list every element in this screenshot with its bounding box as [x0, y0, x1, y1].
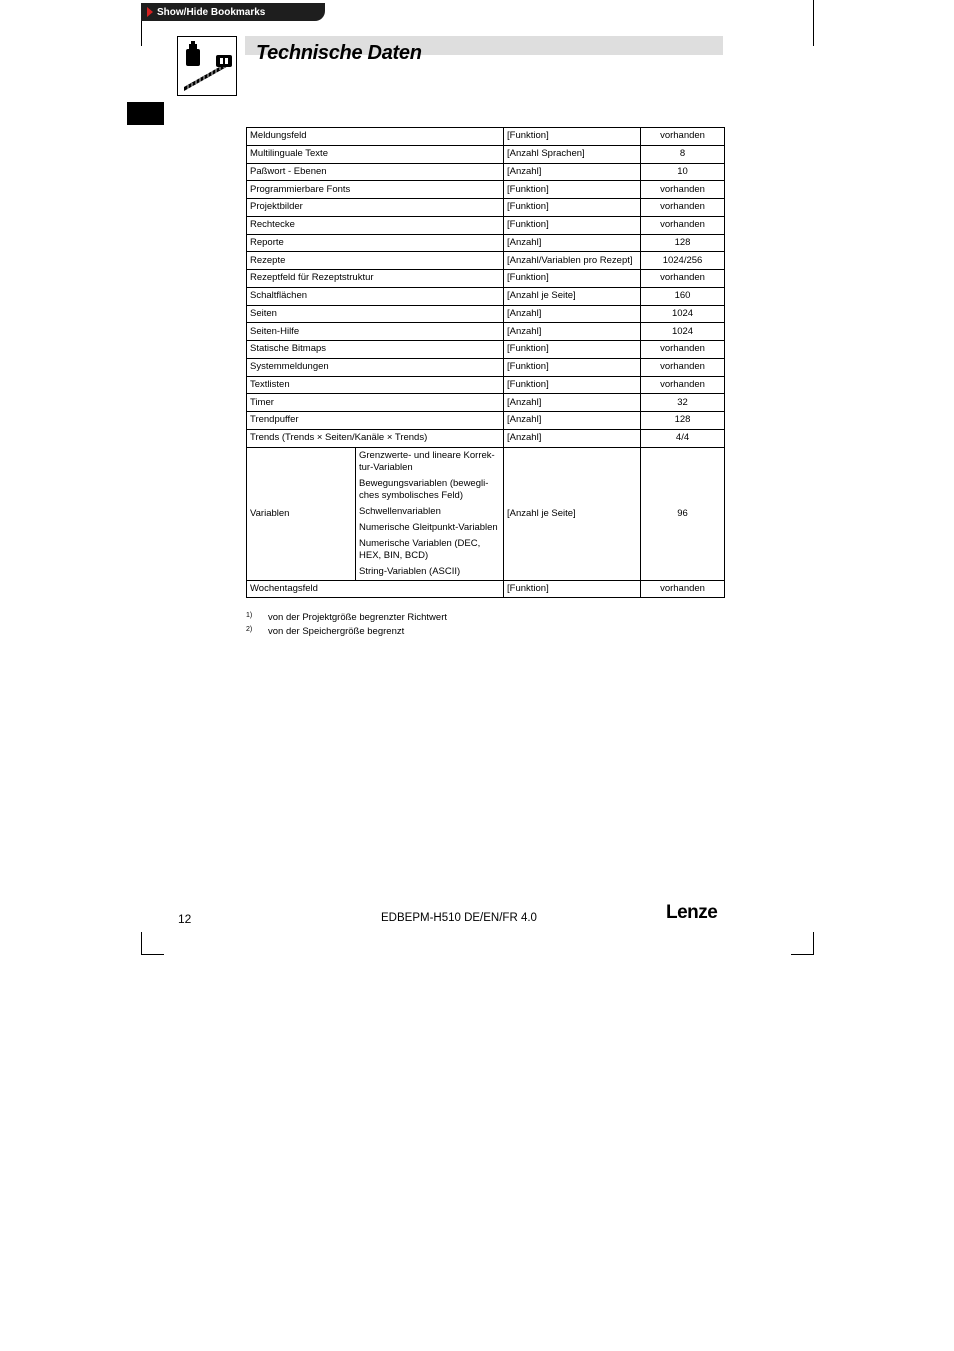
value-cell: vorhanden — [641, 181, 725, 199]
unit-cell: [Anzahl je Seite] — [504, 447, 641, 580]
feature-cell: Wochentagsfeld — [247, 580, 504, 598]
value-cell: 128 — [641, 234, 725, 252]
feature-cell: Variablen — [247, 447, 356, 580]
scale-weights-icon — [177, 36, 237, 96]
footnote-text: von der Projektgröße begrenzter Richtwert — [268, 612, 447, 623]
value-cell: 1024/256 — [641, 252, 725, 270]
feature-cell: Programmierbare Fonts — [247, 181, 504, 199]
value-cell: 1024 — [641, 323, 725, 341]
unit-cell: [Anzahl/Variablen pro Rezept] — [504, 252, 641, 270]
value-cell: vorhanden — [641, 216, 725, 234]
feature-cell: Statische Bitmaps — [247, 341, 504, 359]
table-row — [247, 429, 725, 447]
unit-cell: [Funktion] — [504, 199, 641, 217]
feature-cell: Paßwort - Ebenen — [247, 163, 504, 181]
unit-cell: [Anzahl] — [504, 394, 641, 412]
crop-mark — [141, 954, 164, 955]
unit-cell: [Anzahl] — [504, 234, 641, 252]
table-row — [247, 181, 725, 199]
footnote-mark: 2) — [246, 626, 253, 633]
unit-cell: [Anzahl] — [504, 429, 641, 447]
crop-mark — [791, 954, 814, 955]
unit-cell: [Funktion] — [504, 580, 641, 598]
value-cell: vorhanden — [641, 199, 725, 217]
value-cell: vorhanden — [641, 270, 725, 288]
unit-cell: [Funktion] — [504, 270, 641, 288]
feature-cell: Trends (Trends × Seiten/Kanäle × Trends) — [247, 429, 504, 447]
value-cell: 128 — [641, 412, 725, 430]
footnote-text: von der Speichergröße begrenzt — [268, 626, 405, 637]
table-row — [247, 305, 725, 323]
technical-data-table — [246, 127, 725, 598]
feature-cell: Systemmeldungen — [247, 358, 504, 376]
value-cell: vorhanden — [641, 358, 725, 376]
footnotes — [246, 611, 447, 639]
variable-type: Schwellenvariablen — [359, 505, 441, 517]
table-row — [247, 128, 725, 146]
value-cell: vorhanden — [641, 128, 725, 146]
table-row — [247, 145, 725, 163]
table-row — [247, 163, 725, 181]
table-row — [247, 252, 725, 270]
unit-cell: [Funktion] — [504, 181, 641, 199]
feature-cell: Rezeptfeld für Rezeptstruktur — [247, 270, 504, 288]
unit-cell: [Funktion] — [504, 358, 641, 376]
crop-mark — [813, 0, 814, 46]
unit-cell: [Funktion] — [504, 216, 641, 234]
unit-cell: [Anzahl Sprachen] — [504, 145, 641, 163]
variable-type: Numerische Variablen (DEC, HEX, BIN, BCD) — [359, 537, 481, 561]
value-cell: 10 — [641, 163, 725, 181]
crop-mark — [141, 21, 142, 46]
unit-cell: [Funktion] — [504, 376, 641, 394]
triangle-right-icon — [147, 7, 153, 17]
unit-cell: [Funktion] — [504, 341, 641, 359]
feature-cell: Seiten — [247, 305, 504, 323]
feature-cell: Multilinguale Texte — [247, 145, 504, 163]
table-row-variables — [247, 447, 725, 580]
feature-cell: Schaltflächen — [247, 287, 504, 305]
table-row — [247, 376, 725, 394]
table-row — [247, 580, 725, 598]
value-cell: vorhanden — [641, 376, 725, 394]
feature-cell: Seiten-Hilfe — [247, 323, 504, 341]
crop-mark — [813, 932, 814, 955]
feature-cell: Rezepte — [247, 252, 504, 270]
variable-type: Numerische Gleitpunkt-Variablen — [359, 521, 498, 533]
chapter-marker — [127, 102, 164, 125]
table-row — [247, 270, 725, 288]
table-row — [247, 358, 725, 376]
table-row — [247, 216, 725, 234]
table-row — [247, 199, 725, 217]
variable-type: String-Variablen (ASCII) — [359, 565, 461, 577]
unit-cell: [Anzahl] — [504, 305, 641, 323]
unit-cell: [Anzahl je Seite] — [504, 287, 641, 305]
feature-cell: Meldungsfeld — [247, 128, 504, 146]
value-cell: 4/4 — [641, 429, 725, 447]
footnote — [246, 625, 447, 639]
table-row — [247, 394, 725, 412]
table-row — [247, 341, 725, 359]
crop-mark — [141, 932, 142, 955]
page-title: Technische Daten — [256, 42, 422, 64]
value-cell: vorhanden — [641, 580, 725, 598]
value-cell: vorhanden — [641, 341, 725, 359]
table-row — [247, 412, 725, 430]
value-cell: 1024 — [641, 305, 725, 323]
feature-cell: Rechtecke — [247, 216, 504, 234]
value-cell: 32 — [641, 394, 725, 412]
feature-cell: Textlisten — [247, 376, 504, 394]
table-row — [247, 234, 725, 252]
unit-cell: [Anzahl] — [504, 323, 641, 341]
footnote-mark: 1) — [246, 612, 253, 619]
lenze-logo: Lenze — [666, 902, 718, 923]
feature-cell: Timer — [247, 394, 504, 412]
variable-type: Grenzwerte- und lineare Korrek-tur-Variablen — [359, 449, 495, 473]
footnote — [246, 611, 447, 625]
show-hide-bookmarks-button[interactable] — [141, 3, 325, 21]
feature-cell: Trendpuffer — [247, 412, 504, 430]
feature-cell: Reporte — [247, 234, 504, 252]
page-number: 12 — [178, 912, 192, 926]
table-row — [247, 323, 725, 341]
value-cell: 160 — [641, 287, 725, 305]
value-cell: 96 — [641, 447, 725, 580]
value-cell: 8 — [641, 145, 725, 163]
unit-cell: [Anzahl] — [504, 163, 641, 181]
feature-cell: Projektbilder — [247, 199, 504, 217]
variable-type: Bewegungsvariablen (bewegli-ches symbolisches Feld) — [359, 477, 489, 501]
table-row — [247, 287, 725, 305]
bookmark-button-label: Show/Hide Bookmarks — [157, 6, 266, 18]
unit-cell: [Funktion] — [504, 128, 641, 146]
document-id: EDBEPM-H510 DE/EN/FR 4.0 — [381, 912, 537, 924]
variable-types-cell — [356, 447, 504, 580]
unit-cell: [Anzahl] — [504, 412, 641, 430]
